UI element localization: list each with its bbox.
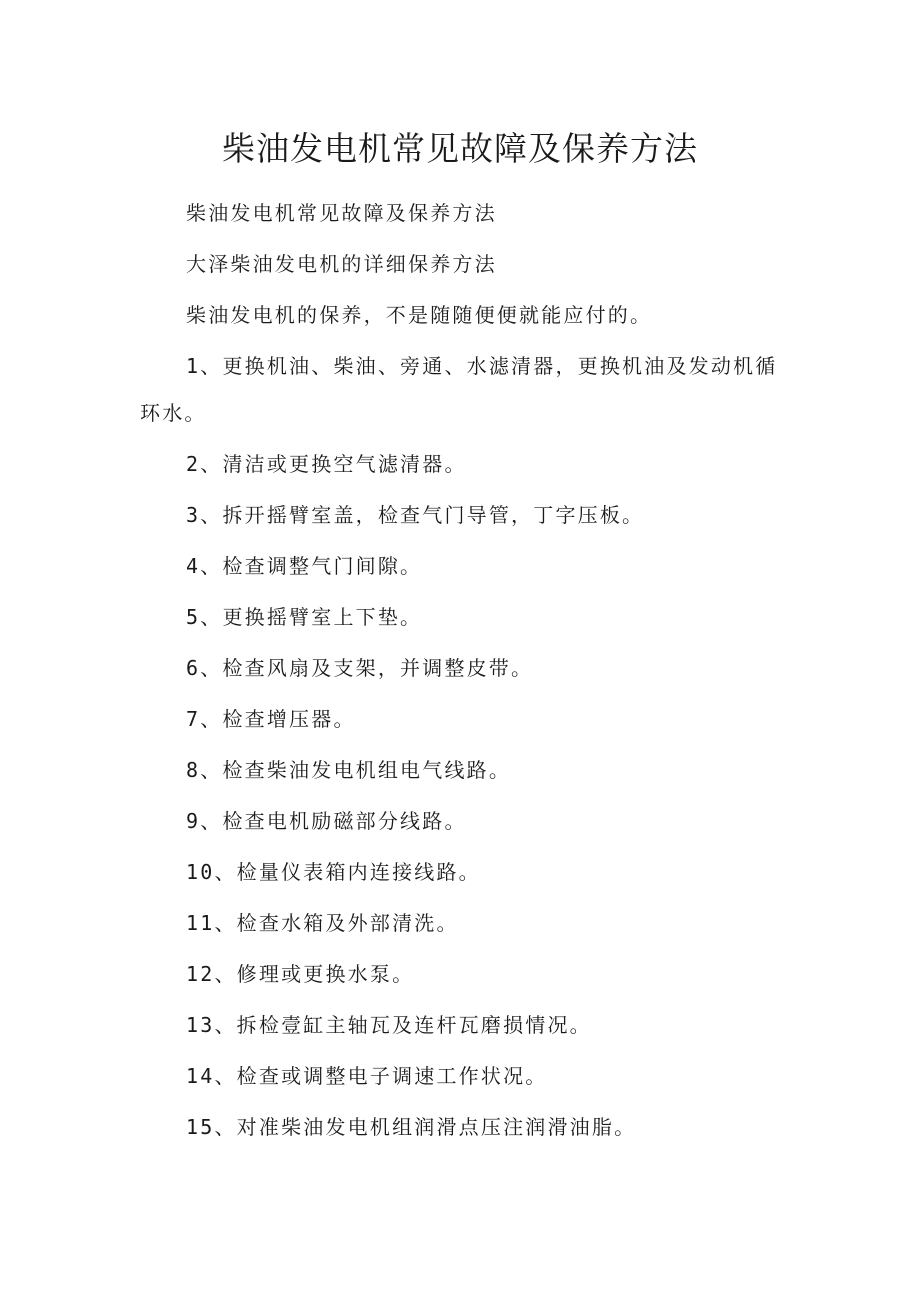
paragraph: 12、修理或更换水泵。 — [186, 962, 415, 986]
paragraph: 7、检查增压器。 — [186, 707, 356, 731]
paragraph: 9、检查电机励磁部分线路。 — [186, 809, 467, 833]
paragraph: 柴油发电机常见故障及保养方法 — [186, 201, 497, 225]
paragraph: 2、清洁或更换空气滤清器。 — [186, 452, 467, 476]
paragraph: 3、拆开摇臂室盖，检查气门导管，丁字压板。 — [186, 503, 645, 527]
paragraph: 大泽柴油发电机的详细保养方法 — [186, 252, 497, 276]
paragraph: 14、检查或调整电子调速工作状况。 — [186, 1064, 548, 1088]
paragraph: 5、更换摇臂室上下垫。 — [186, 605, 423, 629]
paragraph: 13、拆检壹缸主轴瓦及连杆瓦磨损情况。 — [186, 1013, 592, 1037]
paragraph: 11、检查水箱及外部清洗。 — [186, 911, 459, 935]
paragraph: 8、检查柴油发电机组电气线路。 — [186, 758, 512, 782]
paragraph: 1、更换机油、柴油、旁通、水滤清器，更换机油及发动机循环水。 — [140, 354, 778, 425]
paragraph: 柴油发电机的保养，不是随随便便就能应付的。 — [186, 303, 653, 327]
paragraph: 4、检查调整气门间隙。 — [186, 554, 423, 578]
document-body — [140, 190, 785, 1155]
document-title: 柴油发电机常见故障及保养方法 — [222, 129, 698, 168]
paragraph: 10、检量仪表箱内连接线路。 — [186, 860, 481, 884]
paragraph: 15、对准柴油发电机组润滑点压注润滑油脂。 — [186, 1115, 637, 1139]
paragraph: 6、检查风扇及支架，并调整皮带。 — [186, 656, 534, 680]
